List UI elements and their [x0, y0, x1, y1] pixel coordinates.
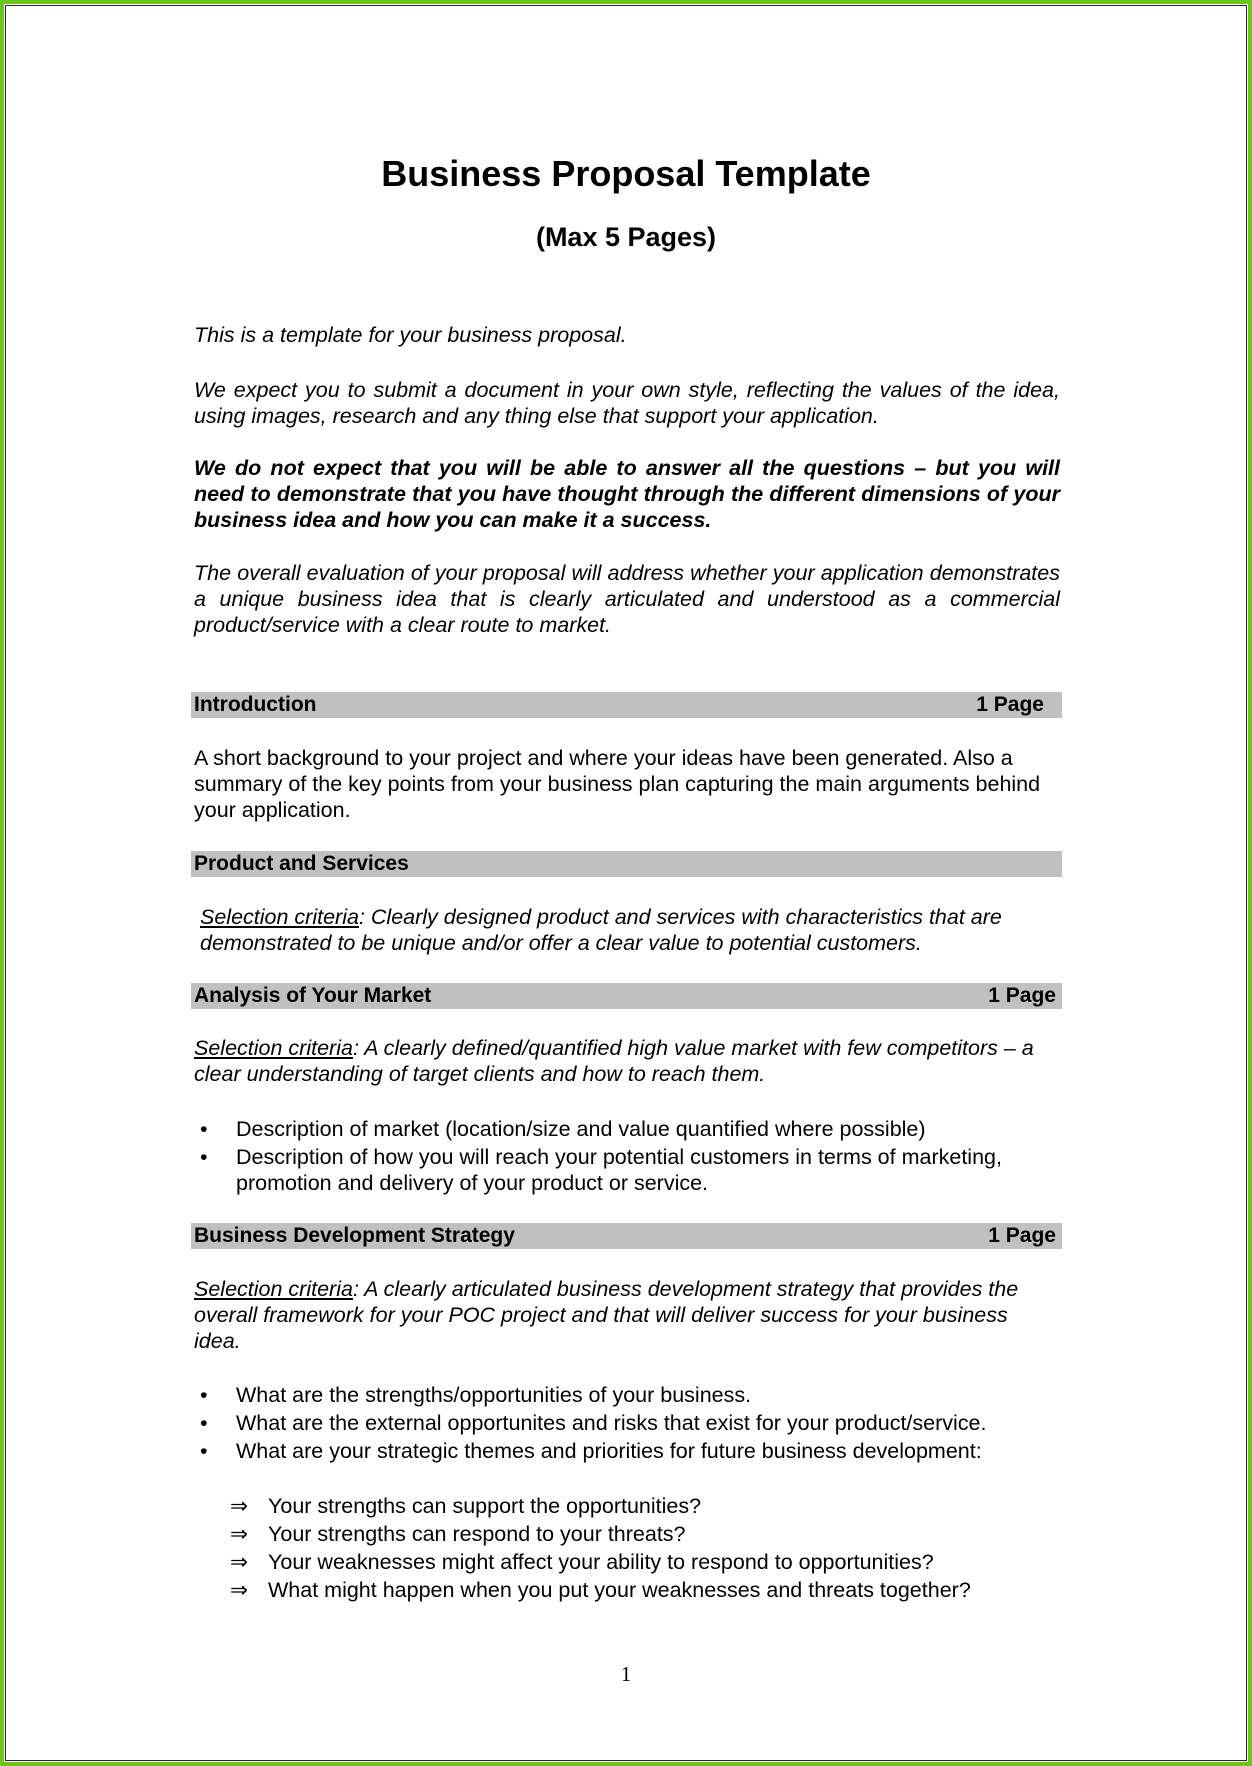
section-heading: Business Development Strategy	[194, 1224, 515, 1247]
list-item: • What are the external opportunites and risks that exist for your product/service.	[200, 1411, 987, 1435]
section-header-introduction	[191, 692, 1062, 718]
criteria-label: Selection criteria	[194, 1036, 353, 1060]
criteria-text: : A clearly articulated business development strategy that provides the overall framework for your POC project and that will deliver success for your business idea.	[194, 1277, 1019, 1353]
list-item: ⇒ What might happen when you put your weaknesses and threats together?	[230, 1578, 971, 1602]
bullet-icon: •	[200, 1117, 208, 1141]
section-page-limit: 1 Page	[976, 693, 1044, 716]
intro-paragraph-3: We do not expect that you will be able to answer all the questions – but you will need to demonstrate that you have thought through the different dimensions of your business idea and how you can make it a success.	[194, 456, 1060, 532]
market-analysis-criteria	[194, 1035, 1060, 1087]
double-arrow-icon: ⇒	[230, 1578, 249, 1602]
business-development-bullets	[194, 1382, 1060, 1466]
list-item: ⇒ Your weaknesses might affect your ability to respond to opportunities?	[230, 1550, 934, 1574]
document-title: Business Proposal Template	[381, 153, 871, 194]
market-analysis-bullets	[194, 1116, 1060, 1198]
bullet-icon: •	[200, 1145, 208, 1169]
intro-paragraph-4: The overall evaluation of your proposal will address whether your application demonstrates a unique business idea that is clearly articulated and understood as a commercial product/service with a clear route to market.	[194, 561, 1060, 637]
criteria-text: : A clearly defined/quantified high value market with few competitors – a clear understanding of target clients and how to reach them.	[194, 1036, 1034, 1086]
list-item: ⇒ Your strengths can respond to your threats?	[230, 1522, 686, 1546]
double-arrow-icon: ⇒	[230, 1522, 249, 1546]
intro-paragraph-1: This is a template for your business proposal.	[194, 323, 627, 347]
section-heading: Introduction	[194, 693, 317, 716]
bullet-icon: •	[200, 1439, 208, 1463]
list-item: • What are your strategic themes and priorities for future business development:	[200, 1439, 982, 1463]
criteria-text: : Clearly designed product and services with characteristics that are demonstrated to be unique and/or offer a clear value to potential customers.	[200, 905, 1002, 955]
section-heading: Product and Services	[194, 852, 409, 875]
section-page-limit: 1 Page	[988, 1224, 1056, 1247]
document-subtitle: (Max 5 Pages)	[535, 222, 717, 252]
product-services-criteria	[200, 904, 1060, 956]
intro-paragraph-2: We expect you to submit a document in your own style, reflecting the values of the idea, using images, research and any thing else that support your application.	[194, 378, 1060, 428]
criteria-label: Selection criteria	[194, 1277, 353, 1301]
bullet-icon: •	[200, 1411, 208, 1435]
section-header-product-services	[191, 851, 1062, 877]
introduction-body: A short background to your project and where your ideas have been generated. Also a summary of the key points from your business plan capturing the main arguments behind your application.	[194, 746, 1041, 822]
page-number: 1	[620, 1662, 632, 1686]
double-arrow-icon: ⇒	[230, 1550, 249, 1574]
business-development-sub-items	[230, 1492, 1060, 1604]
criteria-label: Selection criteria	[200, 905, 359, 929]
section-header-business-development	[191, 1223, 1062, 1249]
list-item: • Description of how you will reach your potential customers in terms of marketing, promotion and delivery of your product or service.	[200, 1145, 1002, 1195]
list-item: • Description of market (location/size and value quantified where possible)	[200, 1117, 926, 1141]
bullet-icon: •	[200, 1383, 208, 1407]
list-item: ⇒ Your strengths can support the opportunities?	[230, 1494, 702, 1518]
list-item: • What are the strengths/opportunities of your business.	[200, 1383, 752, 1407]
double-arrow-icon: ⇒	[230, 1494, 249, 1518]
business-development-criteria	[194, 1276, 1060, 1354]
section-header-market-analysis	[191, 983, 1062, 1009]
section-page-limit: 1 Page	[988, 984, 1056, 1007]
section-heading: Analysis of Your Market	[194, 984, 432, 1007]
